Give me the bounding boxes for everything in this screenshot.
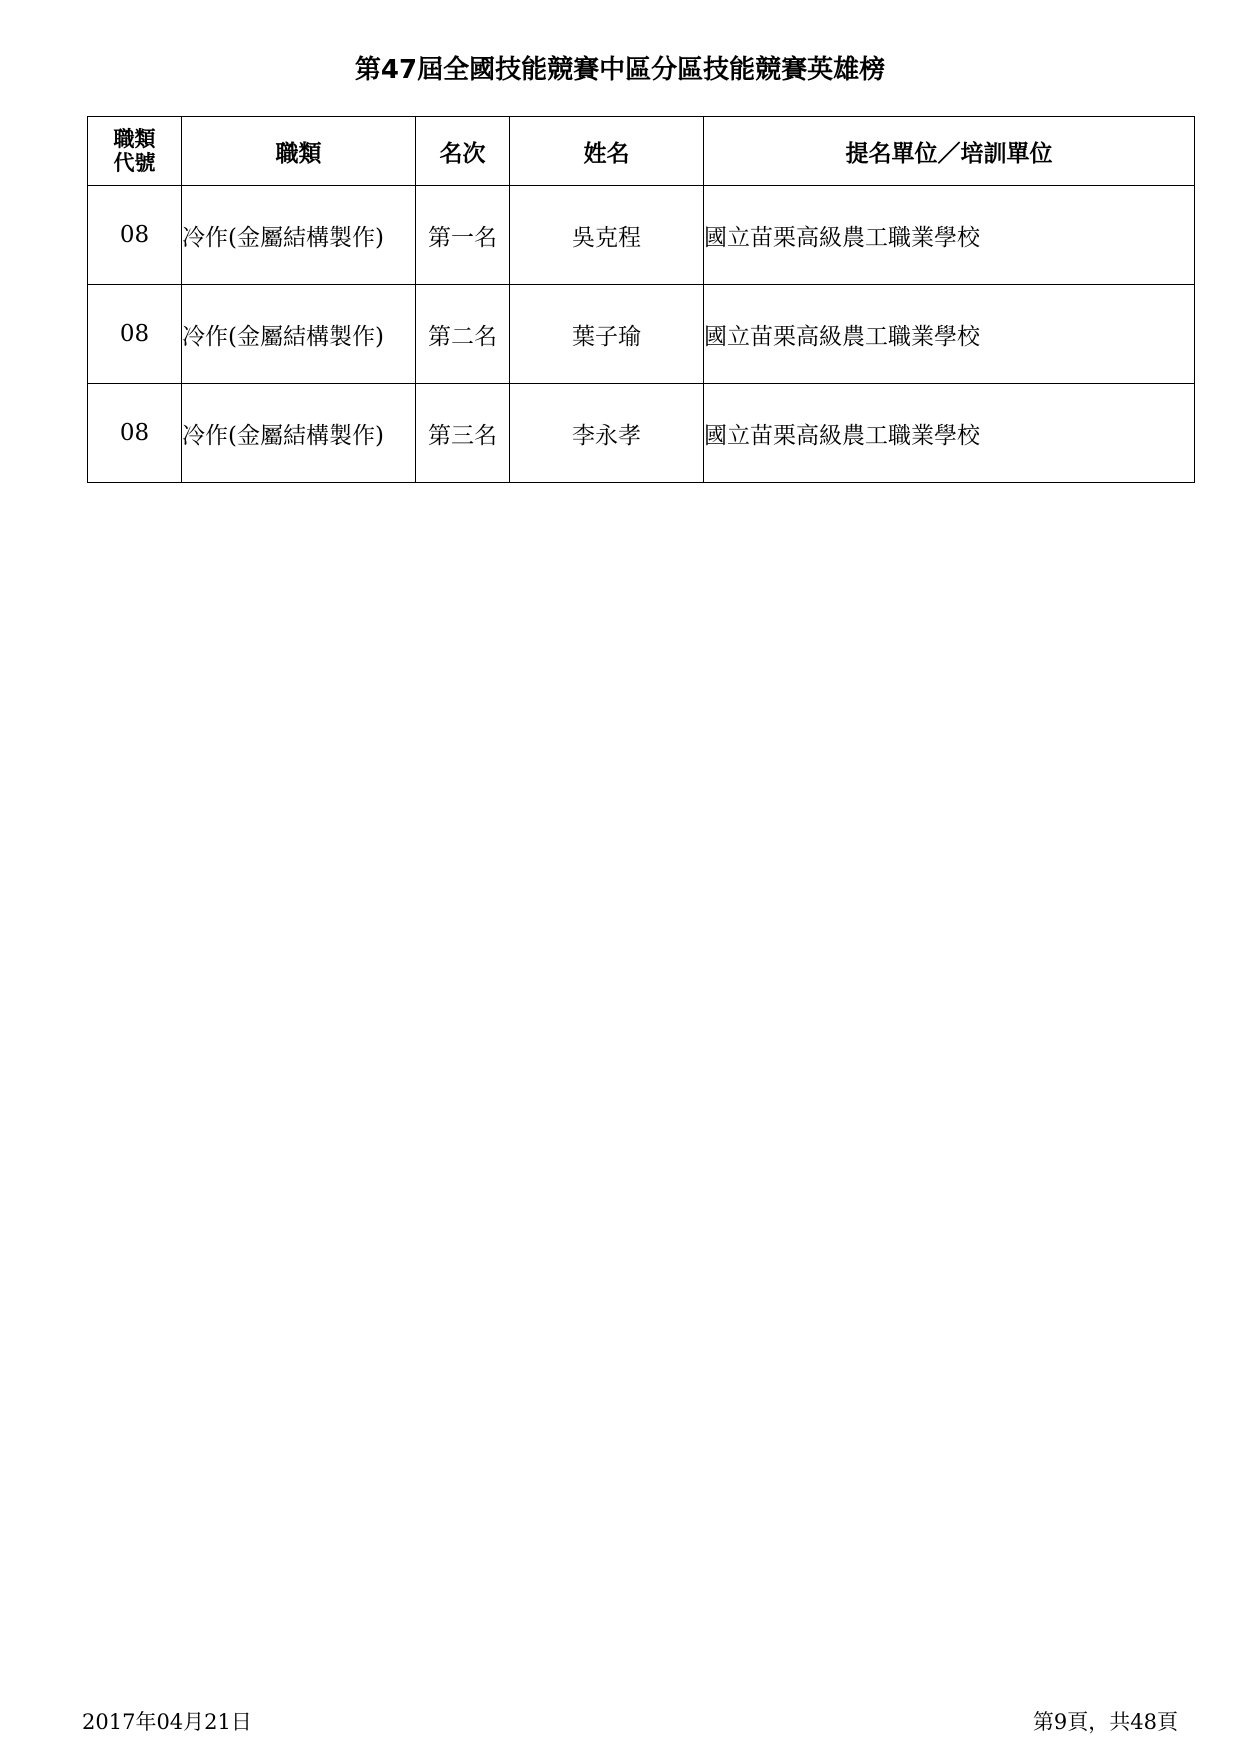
cell-unit: 國立苗栗高級農工職業學校: [704, 186, 1195, 285]
cell-trade: 冷作(金屬結構製作): [182, 285, 416, 384]
table-row: [88, 384, 1195, 483]
cell-trade: 冷作(金屬結構製作): [182, 384, 416, 483]
header-trade-code: [88, 117, 182, 186]
cell-rank: 第二名: [416, 285, 510, 384]
header-trade-code-line2: 代號: [113, 151, 156, 175]
table-row: [88, 186, 1195, 285]
footer-date: 2017年04月21日: [82, 1710, 252, 1734]
header-trade-code-line1: 職類: [113, 127, 156, 151]
table-header-row: [88, 117, 1195, 186]
header-unit: 提名單位／培訓單位: [704, 117, 1195, 186]
ranking-table: [87, 116, 1195, 483]
header-rank: 名次: [416, 117, 510, 186]
cell-trade-code: 08: [88, 285, 182, 384]
table-row: [88, 285, 1195, 384]
cell-name: 李永孝: [510, 384, 704, 483]
footer-page-number: 第9頁，共48頁: [1032, 1710, 1178, 1734]
cell-rank: 第三名: [416, 384, 510, 483]
cell-trade: 冷作(金屬結構製作): [182, 186, 416, 285]
header-trade: 職類: [182, 117, 416, 186]
cell-rank: 第一名: [416, 186, 510, 285]
header-name: 姓名: [510, 117, 704, 186]
cell-name: 吳克程: [510, 186, 704, 285]
cell-unit: 國立苗栗高級農工職業學校: [704, 285, 1195, 384]
page-title: 第47屆全國技能競賽中區分區技能競賽英雄榜: [354, 55, 886, 85]
cell-trade-code: 08: [88, 384, 182, 483]
cell-trade-code: 08: [88, 186, 182, 285]
cell-unit: 國立苗栗高級農工職業學校: [704, 384, 1195, 483]
cell-name: 葉子瑜: [510, 285, 704, 384]
